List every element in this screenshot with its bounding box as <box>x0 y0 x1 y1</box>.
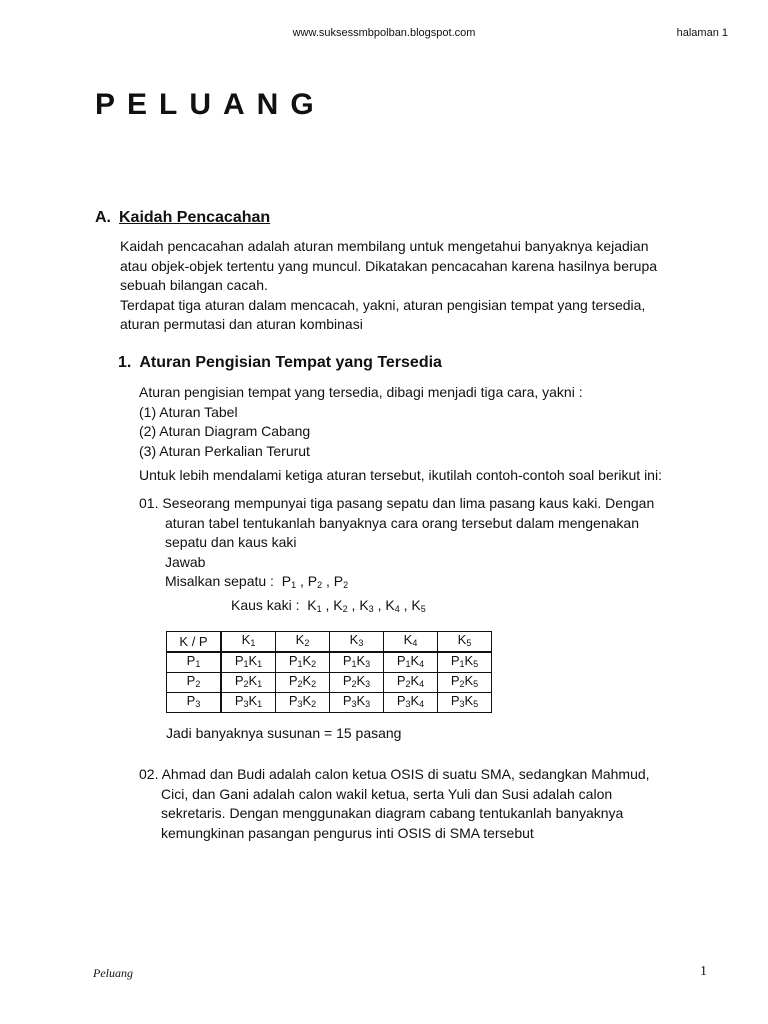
kaus-symbol <box>385 597 399 613</box>
sepatu-symbol-subscript: 2 <box>343 580 349 590</box>
problem-02-line: Cici, dan Gani adalah calon wakil ketua, serta Yuli dan Susi adalah calon <box>161 785 613 802</box>
table-row <box>167 652 492 673</box>
k-symbol-letter: K <box>349 632 359 647</box>
sepatu-symbol-letter: P <box>333 573 344 589</box>
p-symbol-subscript: 1 <box>351 659 357 669</box>
k-symbol-letter: K <box>356 693 366 708</box>
table-header-row <box>167 632 492 653</box>
k-symbol-letter: K <box>464 673 474 688</box>
section-a-heading <box>95 209 270 227</box>
table-row-header-cell <box>167 673 222 693</box>
kaus-symbol-letter: K <box>307 596 317 613</box>
k-symbol <box>357 693 371 708</box>
table-header-cell <box>276 632 330 653</box>
k-symbol-letter: K <box>302 653 312 668</box>
k-symbol <box>350 632 364 647</box>
table-cell <box>384 652 438 673</box>
section-1-heading <box>118 354 442 372</box>
p-symbol-subscript: 3 <box>351 699 357 709</box>
p-symbol-subscript: 3 <box>243 699 249 709</box>
problem-01-line: aturan tabel tentukanlah banyaknya cara orang tersebut dalam mengenakan <box>165 514 639 531</box>
problem-02-line: sekretaris. Dengan menggunakan diagram cabang tentukanlah banyaknya <box>161 805 624 821</box>
k-symbol-subscript: 5 <box>473 699 479 709</box>
section-1-followup: Untuk lebih mendalami ketiga aturan tersebut, ikutilah contoh-contoh soal berikut ini: <box>139 467 662 483</box>
kaus-symbol-subscript: 4 <box>394 603 400 614</box>
problem-01-line: sepatu dan kaus kaki <box>165 534 297 550</box>
k-symbol-letter: K <box>356 673 366 688</box>
k-symbol-letter: K <box>248 653 258 668</box>
k-symbol-subscript: 1 <box>257 659 263 669</box>
k-symbol-subscript: 4 <box>419 659 425 669</box>
k-symbol <box>465 673 479 688</box>
table-row-header-cell <box>167 693 222 713</box>
p-symbol <box>289 673 303 688</box>
kaus-label: Kaus kaki : <box>231 596 300 613</box>
k-symbol-letter: K <box>457 632 467 647</box>
p-symbol <box>451 673 465 688</box>
k-symbol-letter: K <box>302 693 312 708</box>
k-symbol <box>465 693 479 708</box>
k-symbol <box>411 693 425 708</box>
p-symbol-letter: P <box>234 673 244 688</box>
problem-01-line: Jawab <box>165 553 206 570</box>
kaus-symbol-letter: K <box>359 596 369 613</box>
k-symbol <box>458 632 472 647</box>
p-symbol-subscript: 2 <box>297 679 303 689</box>
k-symbol-subscript: 1 <box>257 679 263 689</box>
p-symbol-letter: P <box>234 693 244 708</box>
p-symbol-subscript: 3 <box>459 699 465 709</box>
table-header-cell <box>330 632 384 653</box>
sepatu-label: Misalkan sepatu : <box>165 573 274 589</box>
k-symbol <box>465 653 479 668</box>
k-symbol <box>357 673 371 688</box>
p-symbol-letter: P <box>450 673 460 688</box>
p-symbol <box>451 653 465 668</box>
kaus-symbol <box>333 597 347 613</box>
p-symbol-letter: P <box>396 693 406 708</box>
p-symbol <box>397 653 411 668</box>
problem-02-line: kemungkinan pasangan pengurus inti OSIS di SMA tersebut <box>161 824 534 841</box>
intro-line: (2) Aturan Diagram Cabang <box>139 423 311 439</box>
paragraph-line: Terdapat tiga aturan dalam mencacah, yakni, aturan pengisian tempat yang tersedia, <box>120 296 646 313</box>
k-symbol <box>249 673 263 688</box>
section-a-paragraph <box>120 237 720 335</box>
header-page-label: halaman 1 <box>676 27 728 39</box>
table-header-cell <box>438 632 492 653</box>
k-symbol <box>242 632 256 647</box>
sepatu-symbol-letter: P <box>281 573 292 589</box>
k-symbol-letter: K <box>403 632 413 647</box>
k-symbol-subscript: 4 <box>412 638 418 648</box>
k-symbol-subscript: 2 <box>311 659 317 669</box>
sepatu-symbol-subscript: 2 <box>317 580 323 590</box>
paragraph-line: aturan permutasi dan aturan kombinasi <box>120 316 363 332</box>
sepatu-symbol <box>282 573 296 589</box>
kaus-symbol-letter: K <box>333 596 343 613</box>
kaus-symbol-subscript: 3 <box>368 603 374 614</box>
table-row-header-cell <box>167 652 222 673</box>
k-symbol <box>303 673 317 688</box>
kaus-definition <box>139 596 739 620</box>
k-symbol-letter: K <box>356 653 366 668</box>
kaus-set: $K_1$ , $K_2$ , $K_3$ , $K_4$ , $K_5$ <box>307 596 426 614</box>
table-cell <box>276 652 330 673</box>
kaus-symbol <box>411 597 425 613</box>
table-cell <box>384 673 438 693</box>
p-symbol-letter: P <box>186 693 196 708</box>
table-cell <box>438 652 492 673</box>
section-1-title: Aturan Pengisian Tempat yang Tersedia <box>139 354 442 371</box>
k-symbol <box>404 632 418 647</box>
paragraph-line: Kaidah pencacahan adalah aturan membilang untuk mengetahui banyaknya kejadian <box>120 238 649 254</box>
p-symbol-subscript: 3 <box>405 699 411 709</box>
p-symbol <box>397 693 411 708</box>
k-symbol-letter: K <box>464 653 474 668</box>
k-symbol <box>249 693 263 708</box>
page-title: PELUANG <box>95 88 326 121</box>
k-symbol-subscript: 5 <box>466 638 472 648</box>
p-symbol-subscript: 3 <box>195 699 201 709</box>
section-a-marker: A. <box>95 209 111 226</box>
footer-page-number: 1 <box>700 964 707 979</box>
k-symbol <box>357 653 371 668</box>
paragraph-line: atau objek-objek tertentu yang muncul. Dikatakan pencacahan karena hasilnya berupa <box>120 257 658 274</box>
footer-label: Peluang <box>93 966 133 980</box>
k-symbol <box>296 632 310 647</box>
section-1-marker: 1. <box>118 354 132 371</box>
p-symbol <box>343 673 357 688</box>
k-symbol-subscript: 4 <box>419 699 425 709</box>
p-symbol <box>235 653 249 668</box>
p-symbol-letter: P <box>450 693 460 708</box>
k-symbol-letter: K <box>410 653 420 668</box>
k-symbol-letter: K <box>295 632 305 647</box>
k-symbol-letter: K <box>464 693 474 708</box>
intro-line: (1) Aturan Tabel <box>139 403 238 420</box>
p-symbol-letter: P <box>396 673 406 688</box>
kaus-symbol-letter: K <box>385 596 395 613</box>
k-symbol-letter: K <box>248 673 258 688</box>
p-symbol-subscript: 1 <box>459 659 465 669</box>
k-symbol <box>303 693 317 708</box>
table-cell <box>221 673 276 693</box>
table-row <box>167 693 492 713</box>
k-symbol-letter: K <box>302 673 312 688</box>
kaus-symbol-letter: K <box>411 596 421 613</box>
k-symbol-subscript: 3 <box>365 699 371 709</box>
table-corner-cell: K / P <box>167 632 222 653</box>
k-symbol-subscript: 1 <box>257 699 263 709</box>
kaus-symbol-subscript: 1 <box>316 603 322 614</box>
p-symbol <box>289 693 303 708</box>
kaus-symbol <box>359 597 373 613</box>
k-symbol-subscript: 3 <box>365 659 371 669</box>
p-symbol-subscript: 2 <box>243 679 249 689</box>
p-symbol-letter: P <box>450 653 460 668</box>
table-cell <box>276 673 330 693</box>
k-symbol-subscript: 2 <box>304 638 310 648</box>
k-symbol-letter: K <box>241 632 251 647</box>
table-cell <box>384 693 438 713</box>
kaus-symbol-subscript: 5 <box>420 603 426 614</box>
intro-line: Aturan pengisian tempat yang tersedia, dibagi menjadi tiga cara, yakni : <box>139 384 583 400</box>
p-symbol-letter: P <box>342 673 352 688</box>
p-symbol-subscript: 2 <box>195 679 201 689</box>
table-cell <box>330 652 384 673</box>
p-symbol <box>235 673 249 688</box>
p-symbol-letter: P <box>186 673 196 688</box>
p-symbol-letter: P <box>342 653 352 668</box>
table-cell <box>221 693 276 713</box>
k-symbol <box>249 653 263 668</box>
section-1-intro <box>139 383 739 461</box>
table-header-cell <box>384 632 438 653</box>
kaus-symbol <box>307 597 321 613</box>
p-symbol-letter: P <box>396 653 406 668</box>
sepatu-symbol-subscript: 1 <box>291 580 297 590</box>
k-symbol-subscript: 4 <box>419 679 425 689</box>
problem-01 <box>139 494 739 619</box>
sepatu-symbol <box>308 573 322 589</box>
p-symbol-letter: P <box>288 653 298 668</box>
p-symbol-letter: P <box>342 693 352 708</box>
p-symbol-subscript: 1 <box>297 659 303 669</box>
k-symbol <box>411 673 425 688</box>
k-symbol <box>303 653 317 668</box>
k-symbol-subscript: 3 <box>365 679 371 689</box>
paragraph-line: sebuah bilangan cacah. <box>120 277 268 293</box>
p-symbol <box>235 693 249 708</box>
sepatu-set: $P_1$ , $P_2$ , $P_2$ <box>281 573 349 590</box>
table-cell <box>438 693 492 713</box>
p-symbol <box>343 653 357 668</box>
header-url: www.suksessmbpolban.blogspot.com <box>292 27 476 39</box>
problem-01-first-line: 01. Seseorang mempunyai tiga pasang sepatu dan lima pasang kaus kaki. Dengan <box>139 495 655 511</box>
sepatu-definition <box>139 572 739 596</box>
k-symbol-letter: K <box>410 673 420 688</box>
p-symbol-subscript: 2 <box>405 679 411 689</box>
p-symbol-subscript: 2 <box>351 679 357 689</box>
p-symbol <box>451 693 465 708</box>
k-symbol-letter: K <box>248 693 258 708</box>
p-symbol <box>187 673 201 688</box>
p-symbol <box>397 673 411 688</box>
p-symbol-subscript: 3 <box>297 699 303 709</box>
problem-02-line: 02. Ahmad dan Budi adalah calon ketua OSIS di suatu SMA, sedangkan Mahmud, <box>139 766 650 782</box>
k-symbol-letter: K <box>410 693 420 708</box>
k-symbol-subscript: 5 <box>473 659 479 669</box>
sepatu-symbol <box>334 573 348 589</box>
p-symbol-letter: P <box>288 693 298 708</box>
kp-table <box>166 631 492 713</box>
k-symbol-subscript: 5 <box>473 679 479 689</box>
p-symbol-letter: P <box>186 653 196 668</box>
p-symbol-letter: P <box>234 653 244 668</box>
sepatu-symbol-letter: P <box>307 573 318 589</box>
p-symbol-subscript: 2 <box>459 679 465 689</box>
table-cell <box>438 673 492 693</box>
k-symbol-subscript: 2 <box>311 699 317 709</box>
kaus-symbol-subscript: 2 <box>342 603 348 614</box>
p-symbol <box>187 693 201 708</box>
p-symbol <box>343 693 357 708</box>
problem-01-result: Jadi banyaknya susunan = 15 pasang <box>166 725 402 741</box>
k-symbol-subscript: 1 <box>250 638 256 648</box>
table-cell <box>330 693 384 713</box>
p-symbol <box>289 653 303 668</box>
table-header-cell <box>221 632 276 653</box>
table-cell <box>276 693 330 713</box>
k-symbol-subscript: 2 <box>311 679 317 689</box>
table-row <box>167 673 492 693</box>
p-symbol-letter: P <box>288 673 298 688</box>
p-symbol-subscript: 1 <box>195 659 201 669</box>
table-cell <box>221 652 276 673</box>
p-symbol <box>187 653 201 668</box>
p-symbol-subscript: 1 <box>243 659 249 669</box>
section-a-title: Kaidah Pencacahan <box>119 209 271 226</box>
intro-line: (3) Aturan Perkalian Terurut <box>139 442 310 459</box>
problem-02 <box>139 765 749 843</box>
table-cell <box>330 673 384 693</box>
k-symbol <box>411 653 425 668</box>
k-symbol-subscript: 3 <box>358 638 364 648</box>
p-symbol-subscript: 1 <box>405 659 411 669</box>
